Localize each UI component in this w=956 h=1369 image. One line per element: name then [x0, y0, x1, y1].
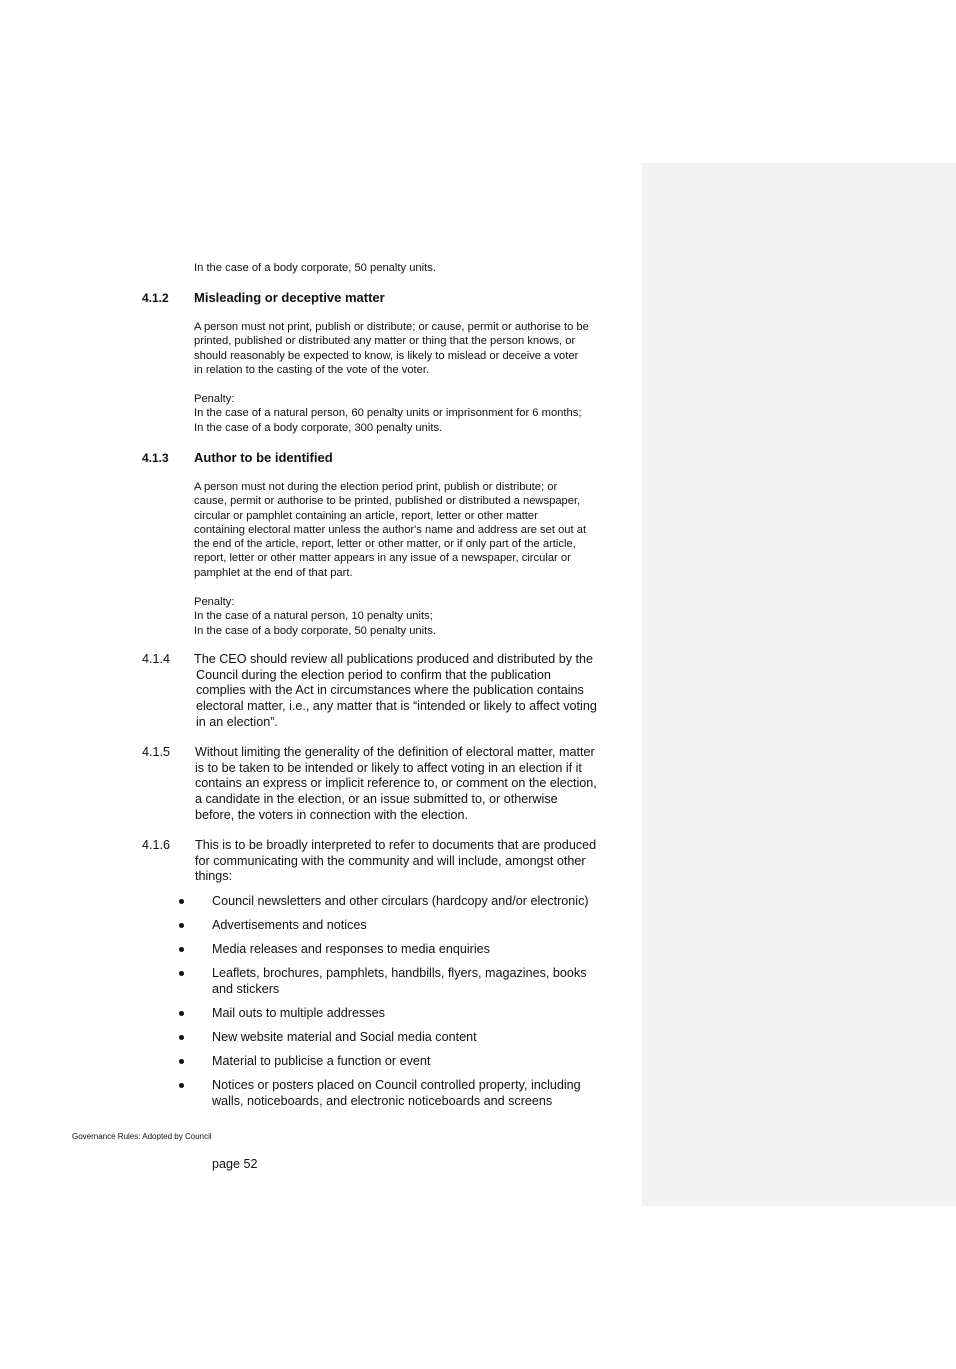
body-line: things:	[195, 869, 233, 884]
body-line: before, the voters in connection with the election.	[195, 807, 469, 822]
bullet-item: Council newsletters and other circulars (hardcopy and/or electronic)	[212, 894, 589, 908]
penalty-label: Penalty:	[194, 393, 235, 405]
body-line: for communicating with the community and will include, amongst other	[195, 853, 586, 868]
bullet-item	[212, 1078, 581, 1109]
bullet-item: Advertisements and notices	[212, 918, 367, 932]
penalty-label: Penalty:	[194, 596, 235, 608]
body-line: the end of the article, report, letter or other matter, or if only part of the article,	[194, 538, 576, 551]
section-title-4-1-2: Misleading or deceptive matter	[194, 290, 385, 305]
bullet-item: Material to publicise a function or event	[212, 1054, 431, 1068]
bullet-line: walls, noticeboards, and electronic noticeboards and screens	[212, 1093, 553, 1108]
body-line: circular or pamphlet containing an article, report, letter or other matter	[194, 509, 538, 522]
penalty-block-4-1-3	[194, 595, 436, 638]
section-number-4-1-6: 4.1.6	[142, 838, 171, 852]
body-line: pamphlet at the end of that part.	[194, 566, 353, 579]
body-line: A person must not during the election period print, publish or distribute; or	[194, 481, 558, 493]
body-line: Without limiting the generality of the definition of electoral matter, matter	[195, 745, 595, 759]
body-line: in relation to the casting of the vote of the voter.	[194, 363, 430, 376]
body-line: The CEO should review all publications produced and distributed by the	[194, 652, 594, 666]
bullet-dot	[179, 899, 184, 904]
bullet-dot	[179, 1011, 184, 1016]
bullet-line: Notices or posters placed on Council controlled property, including	[212, 1078, 581, 1092]
footer-page-number: page 52	[212, 1157, 258, 1171]
body-line: printed, published or distributed any matter or thing that the person knows, or	[194, 335, 576, 348]
bullet-dot	[179, 1059, 184, 1064]
section-body-4-1-4	[194, 652, 597, 731]
bullet-dot	[179, 923, 184, 928]
penalty-line: In the case of a natural person, 10 penalty units;	[194, 610, 433, 623]
bullet-line: Leaflets, brochures, pamphlets, handbills, flyers, magazines, books	[212, 966, 587, 980]
body-line: cause, permit or authorise to be printed, published or distributed a newspaper,	[194, 495, 581, 508]
body-line: is to be taken to be intended or likely to affect voting in an election if it	[195, 760, 582, 775]
body-line: A person must not print, publish or distribute; or cause, permit or authorise to be	[194, 321, 589, 333]
bullet-dot	[179, 947, 184, 952]
body-line: in an election”.	[196, 714, 278, 729]
bullet-item: Media releases and responses to media enquiries	[212, 942, 490, 956]
penalty-line: In the case of a body corporate, 300 penalty units.	[194, 421, 443, 434]
bullet-item: New website material and Social media content	[212, 1030, 477, 1044]
intro-penalty-line: In the case of a body corporate, 50 penalty units.	[194, 262, 436, 274]
footer-document-title: Governance Rules: Adopted by Council	[72, 1132, 212, 1141]
bullet-item	[212, 966, 587, 997]
bullet-item: Mail outs to multiple addresses	[212, 1006, 385, 1020]
body-line: This is to be broadly interpreted to refer to documents that are produced	[195, 838, 597, 852]
section-body-4-1-5	[195, 745, 597, 824]
bullet-line: and stickers	[212, 981, 280, 996]
body-line: should reasonably be expected to know, is likely to mislead or deceive a voter	[194, 349, 579, 362]
section-body-4-1-6	[195, 838, 596, 885]
body-line: complies with the Act in circumstances where the publication contains	[196, 683, 584, 698]
penalty-block-4-1-2	[194, 392, 581, 435]
body-line: report, letter or other matter appears in any issue of a newspaper, circular or	[194, 552, 571, 565]
section-body-4-1-3	[194, 480, 586, 580]
section-number-4-1-2: 4.1.2	[142, 291, 169, 305]
body-line: a candidate in the election, or an issue submitted to, or otherwise	[195, 792, 558, 807]
body-line: electoral matter, i.e., any matter that is “intended or likely to affect voting	[196, 699, 597, 714]
penalty-line: In the case of a body corporate, 50 penalty units.	[194, 624, 436, 637]
section-number-4-1-5: 4.1.5	[142, 745, 171, 759]
section-number-4-1-3: 4.1.3	[142, 451, 169, 465]
bullet-dot	[179, 1083, 184, 1088]
section-body-4-1-2	[194, 320, 589, 377]
body-line: Council during the election period to confirm that the publication	[196, 667, 551, 682]
penalty-line: In the case of a natural person, 60 penalty units or imprisonment for 6 months;	[194, 407, 582, 420]
section-title-4-1-3: Author to be identified	[194, 450, 333, 465]
bullet-dot	[179, 1035, 184, 1040]
body-line: containing electoral matter unless the author's name and address are set out at	[194, 523, 587, 536]
bullet-dot	[179, 971, 184, 976]
section-number-4-1-4: 4.1.4	[142, 652, 171, 666]
body-line: contains an express or implicit reference to, or comment on the election,	[195, 776, 597, 791]
comment-pane	[642, 163, 956, 1206]
